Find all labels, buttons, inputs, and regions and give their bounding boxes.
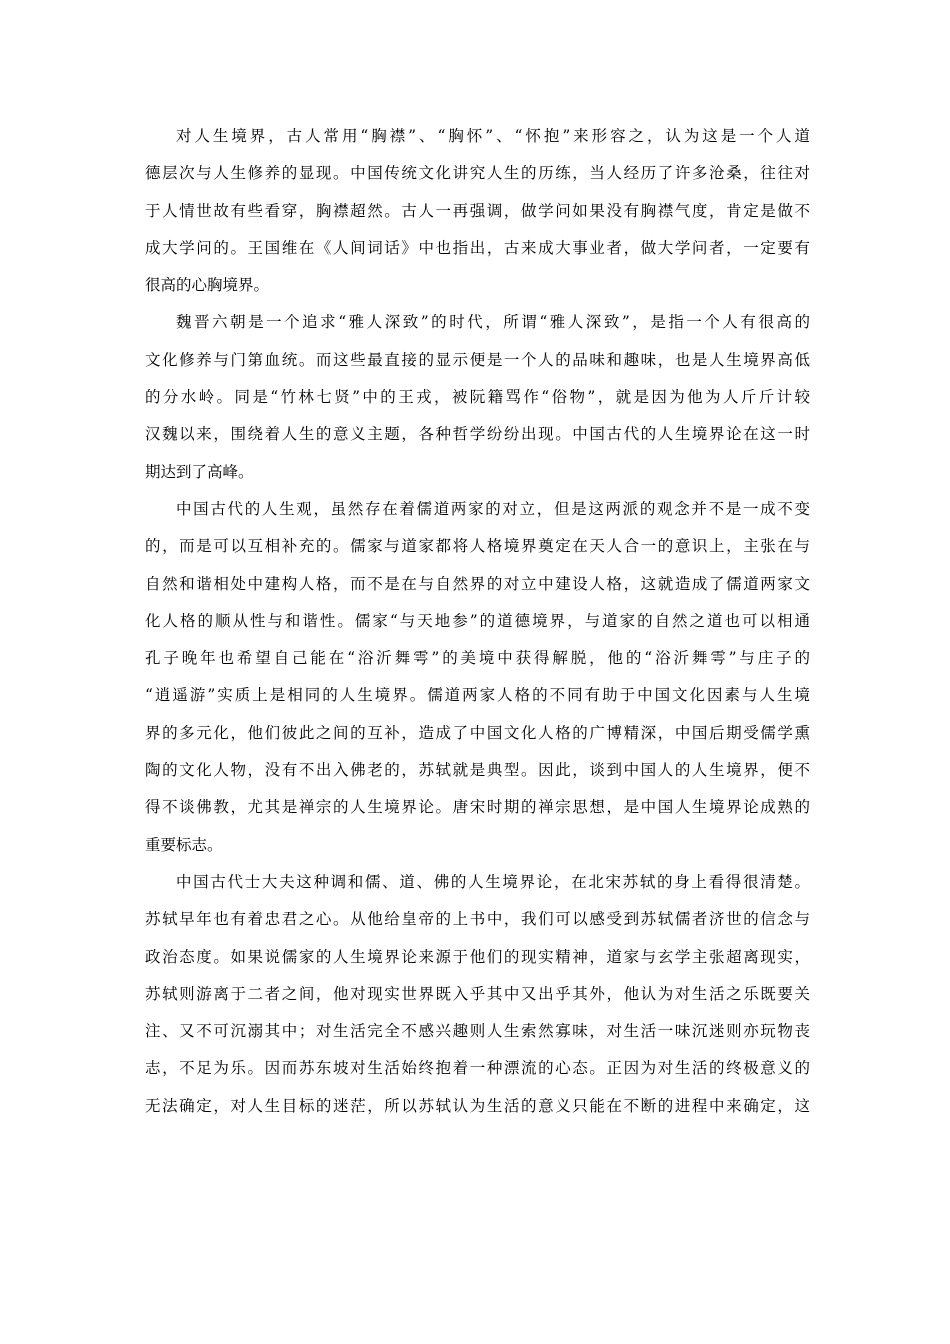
text-line: 重要标志。 <box>145 835 223 854</box>
text-line: 的，而是可以互相补充的。儒家与道家都将人格境界奠定在天人合一的意识上，主张在与 <box>145 537 810 556</box>
paragraph-4 <box>145 864 810 1125</box>
document-body <box>145 118 810 1125</box>
text-line: 对人生境界，古人常用“胸襟”、“胸怀”、“怀抱”来形容之，认为这是一个人道 <box>176 127 810 145</box>
text-line: 注、又不可沉溺其中；对生活完全不感兴趣则人生索然寡味，对生活一味沉迷则亦玩物丧 <box>145 1022 810 1041</box>
text-line: 政治态度。如果说儒家的人生境界论来源于他们的现实精神，道家与玄学主张超离现实， <box>145 947 810 966</box>
text-line: 苏轼则游离于二者之间，他对现实世界既入乎其中又出乎其外，他认为对生活之乐既要关 <box>145 984 810 1003</box>
text-line: 魏晋六朝是一个追求“雅人深致”的时代，所谓“雅人深致”，是指一个人有很高的 <box>176 313 810 332</box>
text-line: 苏轼早年也有着忠君之心。从他给皇帝的上书中，我们可以感受到苏轼儒者济世的信念与 <box>145 910 810 929</box>
text-line: 期达到了高峰。 <box>145 462 254 481</box>
paragraph-1 <box>145 118 810 304</box>
text-line: 很高的心胸境界。 <box>145 276 270 295</box>
text-line: 汉魏以来，围绕着人生的意义主题，各种哲学纷纷出现。中国古代的人生境界论在这一时 <box>145 425 810 444</box>
text-line: 得不谈佛教，尤其是禅宗的人生境界论。唐宋时期的禅宗思想，是中国人生境界论成熟的 <box>145 798 810 817</box>
paragraph-2 <box>145 304 810 490</box>
text-line: 成大学问的。王国维在《人间词话》中也指出，古来成大事业者，做大学问者，一定要有 <box>145 238 810 257</box>
paragraph-3 <box>145 491 810 864</box>
text-line: 德层次与人生修养的显现。中国传统文化讲究人生的历练，当人经历了许多沧桑，往往对 <box>145 164 810 183</box>
text-line: 无法确定，对人生目标的迷茫，所以苏轼认为生活的意义只能在不断的进程中来确定，这 <box>145 1096 810 1115</box>
text-line: 的分水岭。同是“竹林七贤”中的王戎，被阮籍骂作“俗物”，就是因为他为人斤斤计较 <box>145 388 810 407</box>
text-line: 陶的文化人物，没有不出入佛老的，苏轼就是典型。因此，谈到中国人的人生境界，便不 <box>145 761 810 780</box>
text-line: 自然和谐相处中建构人格，而不是在与自然界的对立中建设人格，这就造成了儒道两家文 <box>145 574 810 593</box>
text-line: 志，不足为乐。因而苏东坡对生活始终抱着一种漂流的心态。正因为对生活的终极意义的 <box>145 1059 810 1078</box>
text-line: 界的多元化，他们彼此之间的互补，造成了中国文化人格的广博精深，中国后期受儒学熏 <box>145 723 810 742</box>
text-line: 化人格的顺从性与和谐性。儒家“与天地参”的道德境界，与道家的自然之道也可以相通 <box>145 611 810 630</box>
text-line: 中国古代的人生观，虽然存在着儒道两家的对立，但是这两派的观念并不是一成不变 <box>176 499 810 518</box>
text-line: 文化修养与门第血统。而这些最直接的显示便是一个人的品味和趣味，也是人生境界高低 <box>145 350 810 369</box>
text-line: 中国古代士大夫这种调和儒、道、佛的人生境界论，在北宋苏轼的身上看得很清楚。 <box>176 872 810 891</box>
text-line: 于人情世故有些看穿，胸襟超然。古人一再强调，做学问如果没有胸襟气度，肯定是做不 <box>145 201 810 220</box>
text-line: “逍遥游”实质上是相同的人生境界。儒道两家人格的不同有助于中国文化因素与人生境 <box>145 686 810 705</box>
text-line: 孔子晚年也希望自己能在“浴沂舞雩”的美境中获得解脱，他的“浴沂舞雩”与庄子的 <box>145 649 810 668</box>
